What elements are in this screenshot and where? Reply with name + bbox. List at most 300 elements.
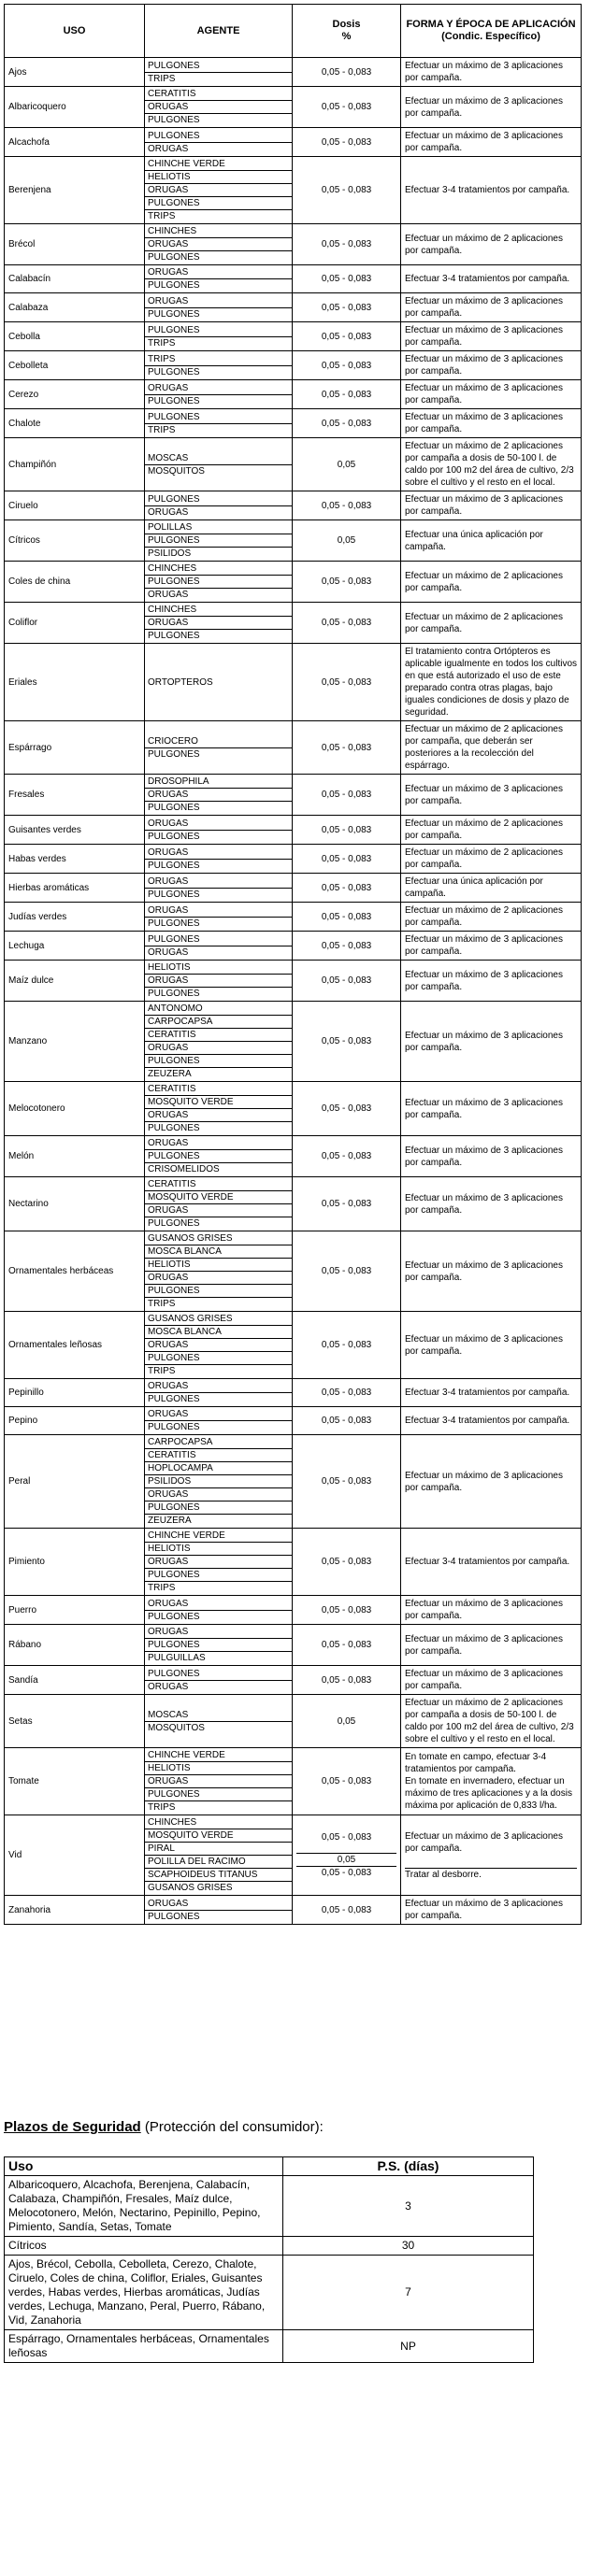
row-note (401, 1625, 582, 1666)
table-row (5, 1231, 582, 1312)
row-note (401, 1596, 582, 1625)
row-dose (293, 1596, 401, 1625)
note-text: Efectuar un máximo de 3 aplicaciones por campaña. (405, 1097, 563, 1120)
agent-item: ORUGAS (148, 847, 189, 858)
row-uso: Alcachofa (5, 128, 145, 157)
agent-item: PULGONES (145, 917, 292, 930)
row-uso: Setas (5, 1695, 145, 1748)
agent-item: PULGONES (145, 888, 292, 901)
dose-value: 0,05 - 0,083 (321, 239, 372, 249)
row-dose (293, 721, 401, 775)
agent-item: PULGONES (145, 1610, 292, 1623)
row-uso: Habas verdes (5, 845, 145, 874)
dose-value: 0,05 - 0,083 (321, 1151, 372, 1161)
row-agents (145, 1407, 293, 1435)
agent-item: PULGUILLAS (145, 1651, 292, 1664)
row-dose (293, 644, 401, 721)
agent-item: CERATITIS (148, 1084, 196, 1094)
note-text: Efectuar un máximo de 3 aplicaciones por campaña. (405, 131, 563, 153)
table-row (5, 644, 582, 721)
agent-item: PULGONES (145, 113, 292, 126)
note-text: Efectuar un máximo de 2 aplicaciones por campaña. (405, 611, 563, 634)
agent-item: PSILIDOS (145, 547, 292, 560)
agent-item: PULGONES (145, 1284, 292, 1297)
row-note (401, 265, 582, 293)
dose-value: 0,05 - 0,083 (321, 136, 372, 148)
safety-col-ps: P.S. (días) (283, 2157, 534, 2176)
agent-item: ORUGAS (148, 382, 189, 393)
row-note (401, 520, 582, 562)
agent-item: MOSCA BLANCA (145, 1325, 292, 1338)
row-agents (145, 1002, 293, 1082)
row-note (401, 380, 582, 409)
row-agents (145, 1896, 293, 1925)
row-dose (293, 1379, 401, 1407)
row-uso: Albaricoquero (5, 87, 145, 128)
agent-item: CRISOMELIDOS (145, 1162, 292, 1175)
row-uso: Pepino (5, 1407, 145, 1435)
safety-body (5, 2176, 534, 2363)
agent-item: MOSQUITOS (145, 464, 292, 477)
row-agents (145, 58, 293, 87)
note-text: Efectuar un máximo de 3 aplicaciones por campaña. (405, 95, 563, 119)
row-uso: Manzano (5, 1002, 145, 1082)
row-uso: Zanahoria (5, 1896, 145, 1925)
note-text: Efectuar un máximo de 2 aplicaciones por campaña. (405, 818, 563, 841)
dose-value: 0,05 - 0,083 (321, 274, 372, 284)
dose-value: 0,05 - 0,083 (321, 1832, 372, 1843)
dose-value: 0,05 - 0,083 (321, 911, 372, 922)
row-dose (293, 351, 401, 380)
table-row (5, 128, 582, 157)
dose-value: 0,05 - 0,083 (321, 790, 372, 800)
row-dose (293, 1815, 401, 1896)
table-row (5, 961, 582, 1002)
row-dose (293, 961, 401, 1002)
row-note (401, 1748, 582, 1815)
agent-item: ORUGAS (145, 1203, 292, 1217)
row-uso: Lechuga (5, 932, 145, 961)
table-row (5, 874, 582, 903)
agent-item: PULGONES (145, 859, 292, 872)
safety-heading (4, 2119, 324, 2135)
agent-item: GUSANOS GRISES (148, 1314, 233, 1324)
agent-item: GUSANOS GRISES (145, 1881, 292, 1894)
agent-item: PULGONES (145, 747, 292, 761)
row-agents (145, 1231, 293, 1312)
row-agents (145, 128, 293, 157)
dose-value: 0,05 - 0,083 (321, 1776, 372, 1786)
agent-item: TRIPS (145, 1297, 292, 1310)
row-note (401, 1407, 582, 1435)
agent-item: MOSCA BLANCA (145, 1245, 292, 1258)
note-text: Efectuar un máximo de 3 aplicaciones por campaña. (405, 61, 563, 83)
row-uso: Berenjena (5, 157, 145, 224)
agent-item: CHINCHES (148, 605, 197, 615)
agent-item: ORUGAS (145, 505, 292, 519)
note-text: Efectuar un máximo de 3 aplicaciones por campaña. (405, 296, 563, 319)
row-agents (145, 775, 293, 816)
row-note (401, 224, 582, 265)
row-agents (145, 816, 293, 845)
row-note (401, 1435, 582, 1529)
note-text: Efectuar un máximo de 2 aplicaciones por campaña. (405, 847, 563, 870)
note-text: Efectuar un máximo de 3 aplicaciones por campaña. (405, 325, 563, 348)
row-agents (145, 1177, 293, 1231)
row-uso: Fresales (5, 775, 145, 816)
agent-item: PULGONES (145, 1217, 292, 1230)
row-agents (145, 932, 293, 961)
agent-item: ORUGAS (145, 974, 292, 987)
row-note (401, 351, 582, 380)
row-agents (145, 903, 293, 932)
note-text: Efectuar 3-4 tratamientos por campaña. (405, 185, 570, 195)
row-note (401, 322, 582, 351)
row-note (401, 1312, 582, 1379)
agent-item: CHINCHES (148, 563, 197, 574)
agent-item: MOSQUITO VERDE (145, 1829, 292, 1842)
agent-item: MOSCAS (148, 1709, 189, 1720)
table-row (5, 721, 582, 775)
note-text: Efectuar 3-4 tratamientos por campaña. (405, 1388, 570, 1398)
dose-value: 0,05 - 0,083 (321, 360, 372, 371)
row-note (401, 874, 582, 903)
row-uso: Ajos (5, 58, 145, 87)
row-dose (293, 1177, 401, 1231)
note-text: Efectuar un máximo de 3 aplicaciones por campaña. (405, 934, 563, 957)
agent-item: ORUGAS (145, 1487, 292, 1501)
agent-item: TRIPS (145, 209, 292, 222)
agent-item: TRIPS (145, 336, 292, 349)
note-text: Efectuar un máximo de 3 aplicaciones por campaña. (405, 1030, 563, 1053)
agent-item: CHINCHES (148, 226, 197, 236)
note-text: En tomate en campo, efectuar 3-4 tratamientos por campaña. En tomate en invernadero, efectuar un máximo de tres aplicaciones y a la dosis máxima por aplicación de 0,833 l/ha. (405, 1752, 572, 1811)
agent-item: PULGONES (145, 278, 292, 292)
row-dose (293, 322, 401, 351)
row-uso: Calabaza (5, 293, 145, 322)
agent-item: PULGONES (145, 1392, 292, 1405)
row-note (401, 1379, 582, 1407)
row-note (401, 1177, 582, 1231)
agent-item: ORUGAS (148, 1381, 189, 1391)
dose-value: 0,05 - 0,083 (321, 418, 372, 429)
safety-ps: NP (283, 2330, 534, 2363)
dose-value: 0,05 - 0,083 (321, 1476, 372, 1487)
row-agents (145, 1082, 293, 1136)
note-text: Efectuar 3-4 tratamientos por campaña. (405, 1557, 570, 1567)
dose-value: 0,05 - 0,083 (321, 1388, 372, 1398)
row-uso: Cerezo (5, 380, 145, 409)
row-agents (145, 1435, 293, 1529)
note-text: Efectuar un máximo de 3 aplicaciones por campaña. (405, 969, 563, 992)
note-text: Efectuar un máximo de 3 aplicaciones por campaña. (405, 1260, 563, 1283)
dose-value: 0,05 - 0,083 (321, 975, 372, 986)
safety-ps: 7 (283, 2256, 534, 2330)
row-agents (145, 1666, 293, 1695)
agent-item: ORUGAS (145, 100, 292, 113)
dose-value: 0,05 - 0,083 (321, 1904, 372, 1915)
safety-uso: Albaricoquero, Alcachofa, Berenjena, Calabacín, Calabaza, Champiñón, Fresales, Maíz dulce, Melocotonero, Melón, Nectarino, Pepinillo, Pepino, Pimiento, Sandía, Setas, Tomate (5, 2176, 283, 2237)
agent-item: MOSCAS (148, 452, 189, 463)
agent-item: ORUGAS (145, 1555, 292, 1568)
safety-row (5, 2237, 534, 2256)
row-note (401, 1529, 582, 1596)
agent-item: ORUGAS (145, 142, 292, 155)
agent-item: PSILIDOS (145, 1474, 292, 1487)
agent-item: ORUGAS (145, 1041, 292, 1054)
note-text: Efectuar un máximo de 3 aplicaciones por campaña. (405, 1470, 563, 1493)
agent-item: ORUGAS (145, 1108, 292, 1121)
row-agents (145, 224, 293, 265)
agent-item: ORUGAS (145, 1338, 292, 1351)
table-row (5, 1529, 582, 1596)
agent-item: ORUGAS (145, 616, 292, 629)
row-dose (293, 409, 401, 438)
safety-table (4, 2156, 534, 2363)
row-uso: Eriales (5, 644, 145, 721)
row-dose (293, 903, 401, 932)
row-note (401, 58, 582, 87)
row-uso: Guisantes verdes (5, 816, 145, 845)
note-text: Efectuar un máximo de 2 aplicaciones por campaña a dosis de 50-100 l. de caldo por 100 m2 del área de cultivo, 2/3 sobre el cultivo y el resto en el local. (405, 1698, 574, 1744)
row-dose (293, 603, 401, 644)
table-header-row (5, 5, 582, 58)
safety-heading-bold: Plazos de Seguridad (4, 2119, 141, 2135)
safety-heading-rest: (Protección del consumidor): (140, 2119, 324, 2135)
note-text: Efectuar un máximo de 3 aplicaciones por campaña. (405, 494, 563, 517)
table-row (5, 1136, 582, 1177)
row-dose (293, 1002, 401, 1082)
header-dosis: Dosis % (293, 5, 401, 58)
table-row (5, 322, 582, 351)
row-uso: Melocotonero (5, 1082, 145, 1136)
agent-item: HELIOTIS (148, 962, 191, 973)
agent-item: TRIPS (145, 72, 292, 85)
agent-item: PULGONES (145, 250, 292, 263)
row-dose (293, 380, 401, 409)
note-text: Efectuar un máximo de 3 aplicaciones por campaña. (405, 1669, 563, 1691)
row-uso: Ornamentales leñosas (5, 1312, 145, 1379)
table-row (5, 1082, 582, 1136)
table-row (5, 438, 582, 491)
agent-item: CRIOCERO (148, 735, 198, 747)
row-dose (293, 1407, 401, 1435)
table-row (5, 265, 582, 293)
table-row (5, 1695, 582, 1748)
agent-item: POLILLA DEL RACIMO (145, 1855, 292, 1868)
row-agents (145, 562, 293, 603)
dose-value: 0,05 - 0,083 (321, 1640, 372, 1650)
table-row (5, 87, 582, 128)
dose-value: 0,05 (337, 1715, 356, 1727)
agent-item: TRIPS (145, 1364, 292, 1377)
agent-item: CARPOCAPSA (145, 1015, 292, 1028)
row-uso: Vid (5, 1815, 145, 1896)
note-text: Efectuar un máximo de 3 aplicaciones por campaña. (405, 1899, 563, 1921)
dose-value: 0,05 - 0,083 (321, 824, 372, 835)
row-agents (145, 438, 293, 491)
row-uso: Maíz dulce (5, 961, 145, 1002)
note-text: Efectuar un máximo de 3 aplicaciones por campaña. (405, 354, 563, 377)
row-dose (293, 1136, 401, 1177)
row-agents (145, 1136, 293, 1177)
row-uso: Rábano (5, 1625, 145, 1666)
agent-item: ORUGAS (145, 237, 292, 250)
agent-item: PULGONES (148, 411, 200, 422)
row-dose (293, 874, 401, 903)
row-dose (293, 1625, 401, 1666)
row-note (401, 1002, 582, 1082)
row-note (401, 932, 582, 961)
agent-item: CERATITIS (148, 89, 196, 99)
dose-value: 0,05 - 0,083 (321, 1340, 372, 1350)
row-dose (293, 293, 401, 322)
row-uso: Espárrago (5, 721, 145, 775)
note-text: El tratamiento contra Ortópteros es aplicable igualmente en todos los cultivos en que está autorizado el uso de este preparado contra otras plagas, bajo iguales condiciones de dosis y plazo de seguridad. (405, 647, 577, 718)
row-agents (145, 1748, 293, 1815)
agent-item: ORUGAS (145, 1271, 292, 1284)
dose-value: 0,05 - 0,083 (321, 1199, 372, 1209)
agent-item: PULGONES (145, 629, 292, 642)
dose-value: 0,05 - 0,083 (321, 940, 372, 951)
row-note (401, 128, 582, 157)
row-note (401, 1896, 582, 1925)
row-dose (293, 1529, 401, 1596)
safety-row (5, 2256, 534, 2330)
row-note (401, 87, 582, 128)
row-note (401, 903, 582, 932)
row-agents (145, 1695, 293, 1748)
agent-item: ORUGAS (145, 588, 292, 601)
row-agents (145, 520, 293, 562)
row-note (401, 293, 582, 322)
agent-item: PULGONES (145, 365, 292, 378)
note-text: Efectuar una única aplicación por campaña. (405, 876, 543, 899)
row-uso: Cebolla (5, 322, 145, 351)
table-row (5, 845, 582, 874)
row-uso: Melón (5, 1136, 145, 1177)
agent-item: ORUGAS (145, 788, 292, 801)
table-row (5, 932, 582, 961)
dose-value-extra: 0,05 (296, 1853, 396, 1866)
row-note (401, 816, 582, 845)
table-row (5, 1407, 582, 1435)
safety-uso: Cítricos (5, 2237, 283, 2256)
table-row (5, 157, 582, 224)
row-note (401, 644, 582, 721)
agent-item: PULGONES (145, 1054, 292, 1067)
table-row (5, 1815, 582, 1896)
row-agents (145, 1312, 293, 1379)
row-uso: Ciruelo (5, 491, 145, 520)
agent-item: PULGONES (145, 307, 292, 320)
row-note (401, 562, 582, 603)
dose-value: 0,05 - 0,083 (321, 882, 372, 893)
agent-item: PIRAL (145, 1842, 292, 1855)
row-dose (293, 1666, 401, 1695)
row-uso: Chalote (5, 409, 145, 438)
row-note (401, 1136, 582, 1177)
row-dose (293, 438, 401, 491)
row-agents (145, 1529, 293, 1596)
dose-value: 0,05 - 0,083 (321, 1036, 372, 1046)
table-row (5, 380, 582, 409)
row-note (401, 961, 582, 1002)
table-row (5, 224, 582, 265)
agent-item: TRIPS (145, 1581, 292, 1594)
agent-item: ORUGAS (145, 1774, 292, 1787)
row-dose (293, 845, 401, 874)
agent-item: CHINCHE VERDE (148, 1750, 225, 1760)
row-uso: Nectarino (5, 1177, 145, 1231)
dose-value: 0,05 (337, 459, 356, 470)
row-uso: Cebolleta (5, 351, 145, 380)
safety-row (5, 2330, 534, 2363)
table-row (5, 351, 582, 380)
safety-uso: Espárrago, Ornamentales herbáceas, Ornamentales leñosas (5, 2330, 283, 2363)
dose-value: 0,05 - 0,083 (321, 185, 372, 195)
row-note (401, 775, 582, 816)
row-dose (293, 128, 401, 157)
header-uso: USO (5, 5, 145, 58)
safety-header-row (5, 2157, 534, 2176)
table-row (5, 562, 582, 603)
dose-value: 0,05 - 0,083 (321, 389, 372, 400)
agent-item: PULGONES (145, 1351, 292, 1364)
row-note (401, 845, 582, 874)
dose-value: 0,05 - 0,083 (321, 1266, 372, 1276)
agent-item: PULGONES (145, 1568, 292, 1581)
dose-value: 0,05 - 0,083 (321, 331, 372, 342)
dosage-table (4, 4, 582, 1925)
row-agents (145, 845, 293, 874)
note-text: Efectuar 3-4 tratamientos por campaña. (405, 274, 570, 284)
agent-item: PULGONES (145, 1910, 292, 1923)
note-text: Efectuar un máximo de 3 aplicaciones por campaña. (405, 1830, 563, 1854)
table-row (5, 1748, 582, 1815)
row-dose (293, 265, 401, 293)
agent-item: ORUGAS (148, 875, 189, 887)
agent-item: PULGONES (145, 394, 292, 407)
row-agents (145, 1625, 293, 1666)
table-row (5, 603, 582, 644)
table-row (5, 775, 582, 816)
note-text-extra: Tratar al desborre. (405, 1868, 577, 1881)
note-text: Efectuar un máximo de 3 aplicaciones por campaña. (405, 1145, 563, 1168)
row-note (401, 409, 582, 438)
row-dose (293, 1082, 401, 1136)
dose-value: 0,05 - 0,083 (321, 1103, 372, 1114)
row-agents (145, 265, 293, 293)
agent-item: PULGONES (145, 575, 292, 588)
agent-item: ORUGAS (148, 1598, 189, 1609)
agent-item: PULGONES (145, 196, 292, 209)
row-agents (145, 157, 293, 224)
row-uso: Ornamentales herbáceas (5, 1231, 145, 1312)
agent-item: PULGONES (145, 1501, 292, 1514)
row-dose (293, 1312, 401, 1379)
agent-item: ZEUZERA (145, 1067, 292, 1080)
table-row (5, 1435, 582, 1529)
row-note (401, 1695, 582, 1748)
note-text: Efectuar un máximo de 3 aplicaciones por campaña. (405, 383, 563, 406)
row-agents (145, 1379, 293, 1407)
row-note (401, 1231, 582, 1312)
table-row (5, 816, 582, 845)
note-text: Efectuar un máximo de 3 aplicaciones por campaña. (405, 783, 563, 806)
safety-uso: Ajos, Brécol, Cebolla, Cebolleta, Cerezo, Chalote, Ciruelo, Coles de china, Coliflor, Eriales, Guisantes verdes, Habas verdes, Hierbas aromáticas, Judías verdes, Lechuga, Manzano, Peral, Puerro, Rábano, Vid, Zanahoria (5, 2256, 283, 2330)
note-text: Efectuar un máximo de 3 aplicaciones por campaña. (405, 1633, 563, 1657)
